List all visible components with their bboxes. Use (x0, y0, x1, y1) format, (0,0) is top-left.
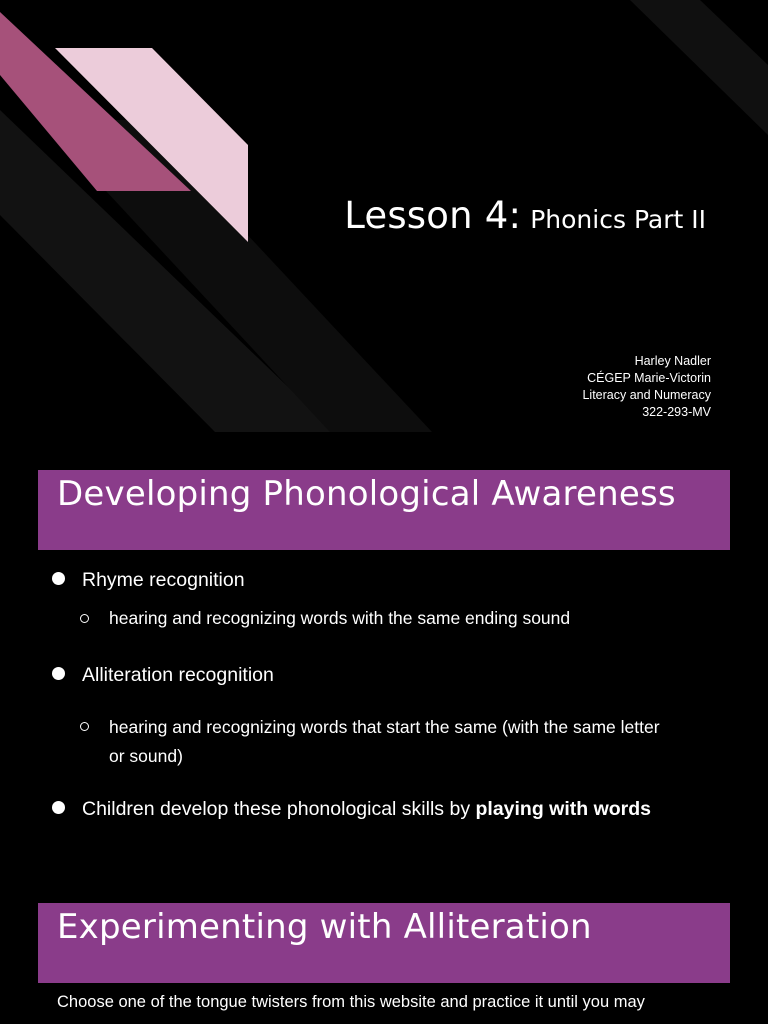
lesson-title (344, 194, 706, 237)
school-name: CÉGEP Marie-Victorin (587, 371, 711, 385)
section-title: Experimenting with Alliteration (57, 907, 592, 947)
sub-bullet-rhyme: hearing and recognizing words with the same ending sound (109, 608, 571, 628)
sub-bullet-alliteration-line1: hearing and recognizing words that start the same (with the same letter (109, 717, 660, 737)
bullet-text-prefix: Children develop these phonological skills by (82, 798, 476, 820)
title-slide (0, 0, 768, 432)
bullet-dot (52, 667, 65, 680)
section-title: Developing Phonological Awareness (57, 474, 676, 514)
bullet-dot (52, 572, 65, 585)
bullet-alliteration: Alliteration recognition (82, 664, 274, 686)
section-header-alliteration (38, 903, 730, 983)
bullet-dot (52, 801, 65, 814)
course-name: Literacy and Numeracy (582, 388, 711, 402)
sub-bullet-ring (80, 614, 89, 623)
bullet-rhyme: Rhyme recognition (82, 569, 245, 591)
body-text: Choose one of the tongue twisters from this website and practice it until you may (57, 993, 645, 1011)
bullet-text-bold: playing with words (475, 798, 652, 820)
author-block (582, 353, 711, 421)
bullet-playing-with-words (82, 794, 651, 824)
section-header-phonological (38, 470, 730, 550)
course-code: 322-293-MV (642, 405, 711, 419)
author-name: Harley Nadler (634, 354, 711, 368)
sub-bullet-ring (80, 722, 89, 731)
lesson-subtitle: Phonics Part II (530, 205, 706, 234)
dark-stripe-corner (630, 0, 768, 135)
lesson-label: Lesson 4: (344, 194, 522, 237)
sub-bullet-alliteration-line2: or sound) (109, 746, 183, 766)
